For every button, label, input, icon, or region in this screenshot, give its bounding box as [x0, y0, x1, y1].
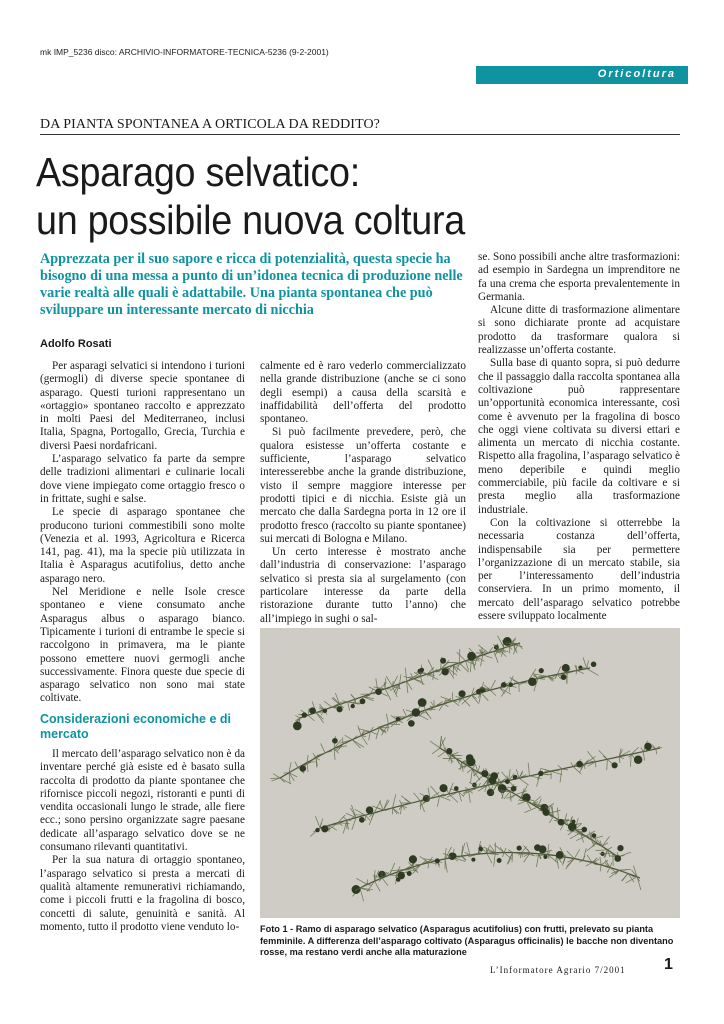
asparagus-photo — [260, 628, 680, 918]
caption-text: - Ramo di asparago selvatico (Asparagus acutifolius) con frutti, prelevato su pianta femminile. A differenza dell’asparago coltivato (Asparagus officinalis) le bacche non diventano rosse, ma restano verdi anche alla maturazione — [260, 924, 674, 957]
article-title — [36, 148, 643, 244]
section-label: Orticoltura — [597, 68, 676, 80]
title-line-2: un possibile nuova coltura — [36, 197, 465, 243]
photo-caption — [260, 924, 682, 959]
kicker-divider — [40, 134, 680, 135]
caption-label: Foto 1 — [260, 924, 288, 934]
article-lede: Apprezzata per il suo sapore e ricca di potenzialità, questa specie ha bisogno di una messa a punto di un’idonea tecnica di produzione nelle varie realtà alle quali è adattabile. Una pianta spontanea che può sviluppare un interessante mercato di nicchia — [40, 251, 463, 318]
paragraph: L’asparago selvatico fa parte da sempre delle tradizioni alimentari e culinarie locali dove viene impiegato come ortaggio fresco o in frittate, sughi e salse. — [40, 453, 245, 505]
article-kicker: DA PIANTA SPONTANEA A ORTICOLA DA REDDITO? — [40, 117, 380, 132]
column-1 — [40, 360, 245, 706]
paragraph: Il mercato dell’asparago selvatico non è da inventare perché già esiste ed è basato sulla raccolta di prodotto da piante spontanee che riforniscе piccoli negozi, ristoranti e punti di vendita occasionali lungo le strade, alle fiere ecc.; sono persino organizzate sagre paesane dedicate all’asparago selvatico dove se ne consumano rilevanti quantitativi. — [40, 748, 245, 854]
asparagus-branch-illustration — [260, 628, 680, 918]
paragraph: Un certo interesse è mostrato anche dall’industria di conservazione: l’asparago selvatico si presta sia al surgelamento (con particolare interesse da parte della ristorazione durante tutto l’anno) che all’impiego in sughi o sal- — [260, 546, 466, 625]
paragraph: Nel Meridione e nelle Isole cresce spontaneo e viene consumato anche Asparagus albus o asparago bianco. Tipicamente i turioni di entrambe le specie si raccolgono in primavera, ma le piante possono emettere nuovi germogli anche successivamente. Finora queste due specie di asparago selvatico non sono mai state coltivate. — [40, 586, 245, 705]
paragraph: Si può facilmente prevedere, però, che qualora esistesse un’offerta costante e sufficiente, l’asparago selvatico interesserebbe anche la grande distribuzione, visto il sempre maggiore interesse per prodotti tipici e di nicchia. Esiste già un mercato che dalla Sardegna porta in 12 ore il prodotto fresco (raccolto su piante spontanee) sui mercati di Bologna e Milano. — [260, 426, 466, 545]
page-slug: mk IMP_5236 disco: ARCHIVIO-INFORMATORE-TECNICA-5236 (9-2-2001) — [40, 47, 329, 57]
title-line-1: Asparago selvatico: — [36, 149, 360, 195]
article-author: Adolfo Rosati — [40, 338, 112, 350]
column-3 — [478, 251, 680, 623]
paragraph: Con la coltivazione si otterrebbe la necessaria costanza dell’offerta, indispensabile sia per permettere l’organizzazione di un mercato stabile, sia per l’interessamento dell’industria conserviera. In un primo momento, il mercato dell’asparago selvatico potrebbe essere sviluppato localmente — [478, 516, 680, 623]
paragraph: Alcune ditte di trasformazione alimentare si sono dichiarate pronte ad acquistare prodotto da trasformare qualora si realizzasse un’offerta costante. — [478, 304, 680, 357]
column-1-continued — [40, 748, 245, 934]
paragraph: Per la sua natura di ortaggio spontaneo, l’asparago selvatico si presta a mercati di qualità altamente remunerativi richiamando, come i piccoli frutti e la fragolina di bosco, concetti di salute, genuinità e sanità. Al momento, tutto il prodotto viene venduto lo- — [40, 854, 245, 933]
paragraph: calmente ed è raro vederlo commercializzato nella grande distribuzione (anche se ci sono degli esempi) a causa della scarsità e inaffidabilità dell’offerta del prodotto spontaneo. — [260, 360, 466, 426]
paragraph: Le specie di asparago spontanee che producono turioni commestibili sono molte (Venezia et al. 1993, Agricoltura e Ricerca 141, pag. 41), ma la specie più utilizzata in Italia è Asparagus acutifolius, detto anche asparago nero. — [40, 506, 245, 585]
paragraph: se. Sono possibili anche altre trasformazioni: ad esempio in Sardegna un imprenditore ne fa una crema che esporta prevalentemente in Germania. — [478, 251, 680, 303]
magazine-name: L’Informatore Agrario 7/2001 — [490, 965, 626, 975]
paragraph: Per asparagi selvatici si intendono i turioni (germogli) di diverse specie spontanee di asparago. Questi turioni rappresentano un «ortaggio» spontaneo raccolto e apprezzato in molti Paesi del Mediterraneo, inclusi Italia, Spagna, Portogallo, Grecia, Turchia e diversi Paesi nordafricani. — [40, 360, 245, 452]
column-2 — [260, 360, 466, 626]
section-subhead: Considerazioni economiche e di mercato — [40, 712, 232, 741]
paragraph: Sulla base di quanto sopra, si può dedurre che il passaggio dalla raccolta spontanea alla coltivazione può rappresentare un’opportunità economica interessante, così come è avvenuto per la fragolina di bosco che oggi viene coltivata su diversi ettari e alimenta un mercato di nicchia costante. Rispetto alla fragolina, l’asparago selvatico è meno deperibile e quindi meglio commerciabile, più facile da coltivare e si presta meglio alla trasformazione industriale. — [478, 357, 680, 516]
section-tab — [476, 66, 688, 84]
page-number: 1 — [664, 956, 673, 973]
